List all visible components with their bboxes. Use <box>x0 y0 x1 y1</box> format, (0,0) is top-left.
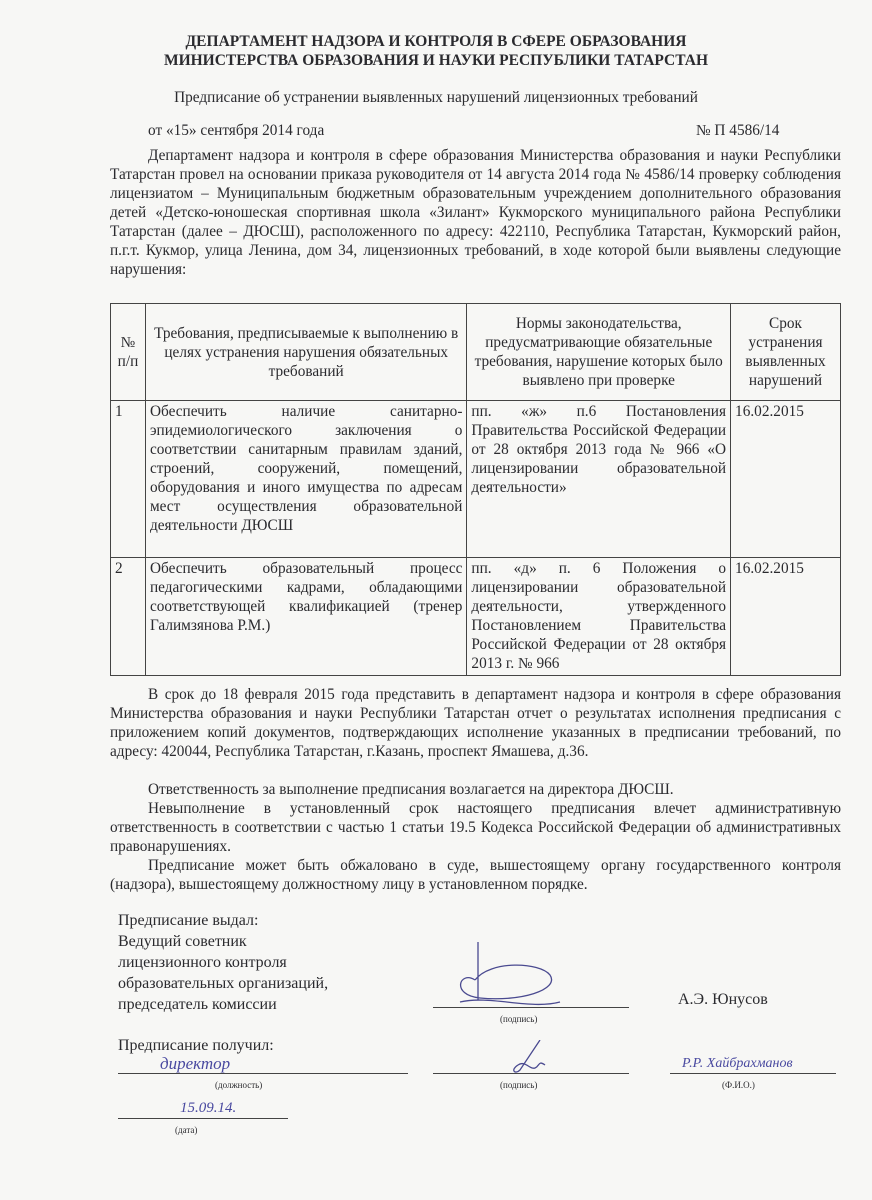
document-subtitle: Предписание об устранении выявленных нарушений лицензионных требований <box>174 89 698 106</box>
header-line-2: МИНИСТЕРСТВА ОБРАЗОВАНИЯ И НАУКИ РЕСПУБЛИКИ ТАТАРСТАН <box>163 52 709 69</box>
recipient-label: Предписание получил: <box>118 1037 274 1054</box>
violations-table <box>110 303 841 676</box>
issuer-signature <box>440 940 590 1010</box>
row-requirement: Обеспечить образовательный процесс педагогическими кадрами, обладающими соответствующей квалификацией (тренер Галимзянова Р.М.) <box>145 558 466 676</box>
recipient-signature <box>500 1040 560 1080</box>
recipient-name-line <box>670 1073 836 1074</box>
row-norm: пп. «ж» п.6 Постановления Правительства Российской Федерации от 28 октября 2013 года № 966 «О лицензировании образовательной деятельности» <box>467 401 731 558</box>
header-num: № п/п <box>111 304 146 401</box>
recipient-name-caption: (Ф.И.О.) <box>722 1080 755 1090</box>
row-num: 2 <box>111 558 146 676</box>
paragraph-deadline: В срок до 18 февраля 2015 года представить в департамент надзора и контроля в сфере образования Министерства образования и науки Республики Татарстан отчет о результатах исполнения предписания с приложением копий документов, подтверждающих исполнение указанных в предписании требований, по адресу: 420044, Республика Татарстан, г.Казань, проспект Ямашева, д.36. <box>110 686 841 760</box>
row-norm: пп. «д» п. 6 Положения о лицензировании образовательной деятельности, утвержденного Постановлением Правительства Российской Федерации от 28 октября 2013 г. № 966 <box>467 558 731 676</box>
row-num: 1 <box>111 401 146 558</box>
recipient-name-handwritten: Р.Р. Хайбрахманов <box>682 1056 793 1071</box>
recipient-position-line <box>118 1073 408 1074</box>
issuer-label: Предписание выдал: <box>118 912 259 929</box>
table-row <box>111 401 841 558</box>
issuer-name: А.Э. Юнусов <box>678 991 768 1008</box>
issuer-signature-caption: (подпись) <box>500 1014 538 1024</box>
issuer-position-1: Ведущий советник <box>118 933 247 950</box>
recipient-signature-line <box>433 1073 629 1074</box>
row-deadline: 16.02.2015 <box>731 558 841 676</box>
row-requirement: Обеспечить наличие санитарно-эпидемиологического заключения о соответствии санитарным правилам зданий, строений, сооружений, помещений, оборудования и иного имущества по адресам мест осуществления образовательной деятельности ДЮСШ <box>145 401 466 558</box>
recipient-date-line <box>118 1118 288 1119</box>
header-line-1: ДЕПАРТАМЕНТ НАДЗОРА И КОНТРОЛЯ В СФЕРЕ ОБРАЗОВАНИЯ <box>185 33 687 50</box>
issuer-signature-line <box>433 1007 629 1008</box>
recipient-position-handwritten: директор <box>160 1054 231 1073</box>
paragraph-liability: Невыполнение в установленный срок настоящего предписания влечет административную ответственность в соответствии с частью 1 статьи 19.5 Кодекса Российской Федерации об административных правонарушениях. <box>110 800 841 855</box>
document-number: № П 4586/14 <box>696 122 780 139</box>
header-requirement: Требования, предписываемые к выполнению в целях устранения нарушения обязательных требований <box>145 304 466 401</box>
issuer-block <box>118 910 328 1015</box>
issuer-position-2: лицензионного контроля <box>118 954 287 971</box>
recipient-date-caption: (дата) <box>175 1125 198 1135</box>
recipient-signature-caption: (подпись) <box>500 1080 538 1090</box>
row-deadline: 16.02.2015 <box>731 401 841 558</box>
paragraph-appeal: Предписание может быть обжаловано в суде, вышестоящему органу государственного контроля (надзора), вышестоящему должностному лицу в установленном порядке. <box>110 857 841 893</box>
recipient-position-caption: (должность) <box>215 1080 263 1090</box>
paragraph-responsibility: Ответственность за выполнение предписания возлагается на директора ДЮСШ. <box>148 781 674 798</box>
issuer-position-4: председатель комиссии <box>118 996 277 1013</box>
document-date: от «15» сентября 2014 года <box>148 122 325 139</box>
header-norm: Нормы законодательства, предусматривающие обязательные требования, нарушение которых было выявлено при проверке <box>467 304 731 401</box>
recipient-date-handwritten: 15.09.14. <box>180 1100 237 1116</box>
intro-paragraph: Департамент надзора и контроля в сфере образования Министерства образования и науки Республики Татарстан провел на основании приказа руководителя от 14 августа 2014 года № 4586/14 проверку соблюдения лицензиатом – Муниципальным бюджетным образовательным учреждением дополнительного образования детей «Детско-юношеская спортивная школа «Зилант» Кукморского муниципального района Республики Татарстан (далее – ДЮСШ), расположенного по адресу: 422110, Республика Татарстан, Кукморский район, п.г.т. Кукмор, улица Ленина, дом 34, лицензионных требований, в ходе которой были выявлены следующие нарушения: <box>110 147 841 278</box>
header-deadline: Срок устранения выявленных нарушений <box>731 304 841 401</box>
table-row <box>111 558 841 676</box>
table-header-row <box>111 304 841 401</box>
issuer-position-3: образовательных организаций, <box>118 975 329 992</box>
